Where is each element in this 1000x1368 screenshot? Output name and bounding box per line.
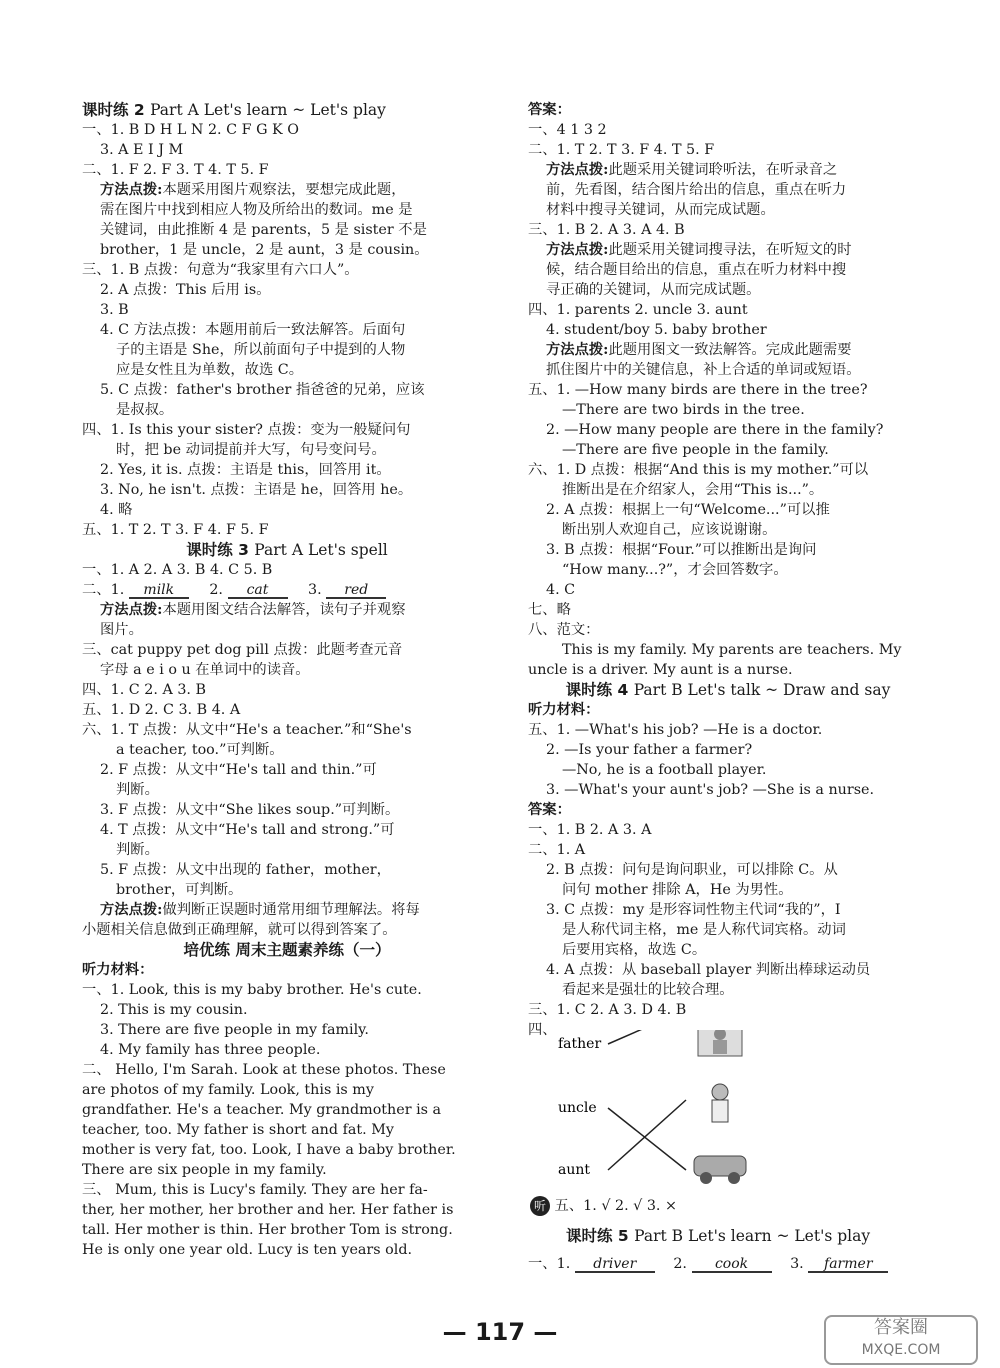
text-line (82, 260, 492, 280)
text-line (82, 620, 492, 640)
text-line (528, 140, 928, 160)
text-line (82, 400, 492, 420)
text-line (528, 460, 928, 480)
line-text: 4. C 方法点拨：本题用前后一致法解答。后面句 (100, 322, 406, 338)
line-text: 2. Yes, it is. 点拨：主语是 this，回答用 it。 (100, 462, 391, 478)
text-line (528, 640, 928, 660)
text-line (82, 360, 492, 380)
text-line (528, 200, 928, 220)
text-line (82, 1080, 492, 1100)
line-text: 此题采用关键词搜寻法，在听短文的时 (608, 242, 852, 258)
line-text: 一、1. Look, this is my baby brother. He's cute. (82, 982, 422, 998)
text-line (528, 280, 928, 300)
line-text: 应是女性且为单数，故选 C。 (116, 362, 304, 378)
watermark-text: 答案圈 (874, 1317, 928, 1338)
line-text: 六、1. D 点拨：根据“And this is my mother.”可以 (528, 462, 869, 478)
handwritten-word: cat (228, 583, 288, 599)
line-text: 八、范文： (528, 622, 600, 638)
line-text: 2. —Is your father a farmer? (546, 742, 753, 758)
line-text: 2. A 点拨：This 后用 is。 (100, 282, 271, 298)
text-line (528, 400, 928, 420)
line-text: 五、1. T 2. T 3. F 4. F 5. F (82, 522, 269, 538)
line-text: 一、1. B 2. A 3. A (528, 822, 652, 838)
text-line (528, 580, 928, 600)
line-text: 做判断正误题时通常用细节理解法。将每 (162, 902, 420, 918)
line-text: 3. No, he isn't. 点拨：主语是 he，回答用 he。 (100, 482, 413, 498)
line-text: tall. Her mother is thin. Her brother Tom is strong. (82, 1222, 453, 1238)
text-line (82, 1040, 492, 1060)
text-line (82, 1160, 492, 1180)
line-text: 五、1. D 2. C 3. B 4. A (82, 702, 241, 718)
text-line (528, 620, 928, 640)
line-text: 寻正确的关键词，从而完成试题。 (546, 282, 761, 298)
line-text: 此题采用关键词聆听法，在听录音之 (608, 162, 838, 178)
method-tip-label: 方法点拨: (546, 342, 609, 358)
match-line (608, 1108, 686, 1170)
text-line (82, 1020, 492, 1040)
line-text: 材料中搜寻关键词，从而完成试题。 (546, 202, 775, 218)
line-text: teacher, too. My father is short and fat. My (82, 1122, 394, 1138)
line-text: 需在图片中找到相应人物及所给出的数词。me 是 (100, 202, 413, 218)
text-line (82, 860, 492, 880)
driver-picture (694, 1156, 746, 1184)
line-text: 四、1. Is this your sister? 点拨：变为一般疑问句 (82, 422, 411, 438)
title-part: Part B Let's talk ~ Draw and say (633, 681, 891, 699)
section-title (82, 100, 492, 120)
method-tip-label: 方法点拨: (100, 182, 163, 198)
match-word-father: father (558, 1036, 602, 1052)
matching-diagram (558, 1030, 758, 1190)
text-line (82, 1120, 492, 1140)
lesson5-title-en: Part B Let's learn ~ Let's play (634, 1227, 871, 1245)
line-text: 3. There are five people in my family. (100, 1022, 369, 1038)
method-tip-label: 方法点拨: (100, 602, 163, 618)
line-text: brother，可判断。 (116, 882, 243, 898)
line-text: 4. My family has three people. (100, 1042, 321, 1058)
text-line (528, 600, 928, 620)
line-text: 答案： (528, 802, 571, 818)
line-text: 3. B (100, 302, 129, 318)
cook-picture (712, 1084, 728, 1122)
line-text: ther, her mother, her brother and her. Her father is (82, 1202, 454, 1218)
title-part: 课时练 2 (82, 101, 151, 119)
text-line (528, 220, 928, 240)
line-text: 六、1. T 点拨：从文中“He's a teacher.”和“She's (82, 722, 412, 738)
line-text: 3. A E I J M (100, 142, 184, 158)
line-prefix: 二、1. (82, 582, 129, 598)
title-part: Part A Let's learn ~ Let's play (150, 101, 386, 119)
line-text: 图片。 (100, 622, 143, 638)
text-line (82, 240, 492, 260)
lesson5-title (566, 1226, 870, 1246)
method-tip-label: 方法点拨: (100, 902, 163, 918)
line-text: 4. student/boy 5. baby brother (546, 322, 767, 338)
listen-icon: 听 (530, 1196, 550, 1216)
text-line (528, 260, 928, 280)
text-line (528, 540, 928, 560)
lesson5-answers (528, 1254, 888, 1278)
listen-answers (530, 1196, 677, 1216)
line-text: 4. 略 (100, 502, 133, 518)
text-line (82, 960, 492, 980)
line-text: 一、1. A 2. A 3. B 4. C 5. B (82, 562, 273, 578)
line-text: 2. This is my cousin. (100, 1002, 248, 1018)
text-line (528, 500, 928, 520)
line-text: 3. C 点拨：my 是形容词性物主代词“我的”，I (546, 902, 841, 918)
line-text: 是人称代词主格，me 是人称代词宾格。动词 (562, 922, 846, 938)
text-line (528, 440, 928, 460)
text-line (528, 740, 928, 760)
line-text: 字母 a e i o u 在单词中的读音。 (100, 662, 310, 678)
text-line (528, 940, 928, 960)
text-line (82, 720, 492, 740)
line-text: —No, he is a football player. (562, 762, 767, 778)
match-line (608, 1100, 686, 1170)
line-text: grandfather. He's a teacher. My grandmother is a (82, 1102, 442, 1118)
line-text: 2. —How many people are there in the family? (546, 422, 884, 438)
line-text: 七、略 (528, 602, 571, 618)
text-line (82, 520, 492, 540)
method-tip-label: 方法点拨: (546, 242, 609, 258)
text-line (82, 460, 492, 480)
page-number: — 117 — (442, 1318, 558, 1346)
football-player-picture (698, 1030, 742, 1056)
line-text: 3. B 点拨：根据“Four.”可以推断出是询问 (546, 542, 817, 558)
line-text: —There are two birds in the tree. (562, 402, 805, 418)
text-line (82, 840, 492, 860)
text-line (82, 440, 492, 460)
text-line (528, 900, 928, 920)
text-line (82, 280, 492, 300)
text-line (528, 160, 928, 180)
text-line (82, 160, 492, 180)
text-line (82, 120, 492, 140)
method-tip-label: 方法点拨: (546, 162, 609, 178)
text-line (82, 420, 492, 440)
line-text: are photos of my family. Look, this is my (82, 1082, 374, 1098)
text-line (82, 1220, 492, 1240)
text-line (82, 600, 492, 620)
line-text: 4. A 点拨：从 baseball player 判断出棒球运动员 (546, 962, 871, 978)
section-title (82, 540, 492, 560)
line-text: 五、1. —What's his job? —He is a doctor. (528, 722, 823, 738)
line-text: 4. T 点拨：从文中“He's tall and strong.”可 (100, 822, 395, 838)
text-line (528, 480, 928, 500)
match-word-uncle: uncle (558, 1100, 597, 1116)
text-line (82, 560, 492, 580)
text-line (528, 880, 928, 900)
match-word-aunt: aunt (558, 1162, 591, 1178)
item-number: 3. (303, 582, 327, 598)
text-line (82, 1060, 492, 1080)
text-line (82, 1000, 492, 1020)
text-line (82, 660, 492, 680)
line-text: 是叔叔。 (116, 402, 174, 418)
text-line (82, 320, 492, 340)
lesson5-prefix: 一、1. (528, 1256, 571, 1272)
line-text: 听力材料： (82, 962, 154, 978)
text-line (82, 820, 492, 840)
line-text: 二、1. T 2. T 3. F 4. T 5. F (528, 142, 715, 158)
text-line (528, 560, 928, 580)
handwritten-word: farmer (808, 1257, 888, 1273)
text-line (528, 780, 928, 800)
line-text: 此题用图文一致法解答。完成此题需要 (608, 342, 852, 358)
match-line (608, 1030, 686, 1044)
line-text: 3. F 点拨：从文中“She likes soup.”可判断。 (100, 802, 400, 818)
line-text: 子的主语是 She，所以前面句子中提到的人物 (116, 342, 406, 358)
line-text: 四、 (528, 1022, 557, 1038)
text-line (82, 500, 492, 520)
line-text: 二、1. A (528, 842, 586, 858)
fill-in-answers (82, 580, 492, 600)
line-text: 3. —What's your aunt's job? —She is a nurse. (546, 782, 875, 798)
text-line (82, 760, 492, 780)
title-part: 课时练 3 (186, 541, 255, 559)
line-text: 5. C 点拨：father's brother 指爸爸的兄弟，应该 (100, 382, 425, 398)
line-text: “How many...?”，才会回答数字。 (562, 562, 788, 578)
handwritten-word: cook (692, 1257, 772, 1273)
q5-answers: 五、1. √ 2. √ 3. × (554, 1198, 677, 1214)
text-line (528, 380, 928, 400)
line-text: 后要用宾格，故选 C。 (562, 942, 707, 958)
text-line (82, 920, 492, 940)
text-line (82, 800, 492, 820)
line-text: 二、1. F 2. F 3. T 4. T 5. F (82, 162, 269, 178)
line-text: 答案： (528, 102, 571, 118)
text-line (528, 860, 928, 880)
line-text: 一、4 1 3 2 (528, 122, 607, 138)
line-text: 三、 Mum, this is Lucy's family. They are her fa- (82, 1182, 428, 1198)
text-line (82, 1100, 492, 1120)
text-line (528, 760, 928, 780)
line-text: 2. F 点拨：从文中“He's tall and thin.”可 (100, 762, 377, 778)
text-line (82, 740, 492, 760)
text-line (528, 360, 928, 380)
line-text: This is my family. My parents are teachers. My (562, 642, 902, 658)
line-text: 2. B 点拨：问句是询问职业，可以排除 C。从 (546, 862, 838, 878)
line-text: 断出别人欢迎自己，应该说谢谢。 (562, 522, 777, 538)
line-text: 5. F 点拨：从文中出现的 father，mother， (100, 862, 391, 878)
line-text: uncle is a driver. My aunt is a nurse. (528, 662, 793, 678)
line-text: 判断。 (116, 842, 159, 858)
line-text: brother，1 是 uncle，2 是 aunt，3 是 cousin。 (100, 242, 429, 258)
line-text: 问句 mother 排除 A，He 为男性。 (562, 882, 793, 898)
line-text: 推断出是在介绍家人，会用“This is...”。 (562, 482, 824, 498)
handwritten-word: driver (575, 1257, 655, 1273)
text-line (82, 700, 492, 720)
watermark-url: MXQE.COM (861, 1342, 941, 1358)
line-text: There are six people in my family. (82, 1162, 327, 1178)
line-text: 2. A 点拨：根据上一句“Welcome...”可以推 (546, 502, 830, 518)
text-line (528, 340, 928, 360)
line-text: 时，把 be 动词提前并大写，句号变问号。 (116, 442, 386, 458)
line-text: 三、1. B 2. A 3. A 4. B (528, 222, 685, 238)
text-line (528, 120, 928, 140)
line-text: 本题采用图片观察法，要想完成此题， (162, 182, 406, 198)
line-text: 看起来是强壮的比较合理。 (562, 982, 734, 998)
left-column (82, 100, 492, 1260)
text-line (82, 1240, 492, 1260)
handwritten-word: red (326, 583, 386, 599)
section-title (82, 940, 492, 960)
text-line (82, 380, 492, 400)
text-line (82, 1200, 492, 1220)
line-text: 候，结合题目给出的信息，重点在听力材料中搜 (546, 262, 847, 278)
line-text: 抓住图片中的关键信息，补上合适的单词或短语。 (546, 362, 861, 378)
line-text: 本题用图文结合法解答，读句子并观察 (162, 602, 406, 618)
title-part: Part A Let's spell (254, 541, 388, 559)
text-line (528, 720, 928, 740)
lesson5-title-cn: 课时练 5 (566, 1227, 629, 1245)
text-line (82, 200, 492, 220)
handwritten-word: milk (129, 583, 189, 599)
text-line (528, 700, 928, 720)
line-text: 四、1. C 2. A 3. B (82, 682, 207, 698)
text-line (528, 800, 928, 820)
item-number: 2. (673, 1256, 687, 1272)
text-line (82, 780, 492, 800)
line-text: 三、cat puppy pet dog pill 点拨：此题考查元音 (82, 642, 403, 658)
line-text: 4. C (546, 582, 576, 598)
line-text: 三、1. B 点拨：句意为“我家里有六口人”。 (82, 262, 359, 278)
text-line (528, 980, 928, 1000)
line-text: 关键词，由此推断 4 是 parents，5 是 sister 不是 (100, 222, 427, 238)
text-line (82, 640, 492, 660)
text-line (528, 180, 928, 200)
text-line (528, 240, 928, 260)
text-line (82, 1140, 492, 1160)
text-line (528, 300, 928, 320)
text-line (82, 1180, 492, 1200)
line-text: 小题相关信息做到正确理解，就可以得到答案了。 (82, 922, 397, 938)
right-column (528, 100, 928, 1040)
title-part: 培优练 周末主题素养练（一） (183, 941, 391, 959)
text-line (82, 480, 492, 500)
text-line (82, 900, 492, 920)
line-text: 一、1. B D H L N 2. C F G K O (82, 122, 299, 138)
text-line (528, 1000, 928, 1020)
text-line (82, 980, 492, 1000)
line-text: a teacher, too.”可判断。 (116, 742, 284, 758)
text-line (528, 920, 928, 940)
line-text: 五、1. —How many birds are there in the tree? (528, 382, 868, 398)
text-line (528, 820, 928, 840)
text-line (528, 960, 928, 980)
text-line (528, 100, 928, 120)
line-text: mother is very fat, too. Look, I have a baby brother. (82, 1142, 456, 1158)
line-text: He is only one year old. Lucy is ten years old. (82, 1242, 413, 1258)
watermark-logo (824, 1315, 978, 1365)
line-text: 前，先看图，结合图片给出的信息，重点在听力 (546, 182, 847, 198)
line-text: —There are five people in the family. (562, 442, 829, 458)
text-line (82, 300, 492, 320)
text-line (82, 680, 492, 700)
text-line (82, 880, 492, 900)
section-title (528, 680, 928, 700)
text-line (82, 340, 492, 360)
item-number: 3. (790, 1256, 804, 1272)
text-line (528, 840, 928, 860)
line-text: 判断。 (116, 782, 159, 798)
line-text: 三、1. C 2. A 3. D 4. B (528, 1002, 687, 1018)
line-text: 四、1. parents 2. uncle 3. aunt (528, 302, 748, 318)
line-text: 二、 Hello, I'm Sarah. Look at these photos. These (82, 1062, 446, 1078)
text-line (528, 420, 928, 440)
text-line (82, 180, 492, 200)
item-number: 2. (204, 582, 228, 598)
title-part: 课时练 4 (565, 681, 634, 699)
text-line (82, 140, 492, 160)
text-line (528, 320, 928, 340)
line-text: 听力材料： (528, 702, 600, 718)
text-line (528, 520, 928, 540)
text-line (82, 220, 492, 240)
text-line (528, 660, 928, 680)
